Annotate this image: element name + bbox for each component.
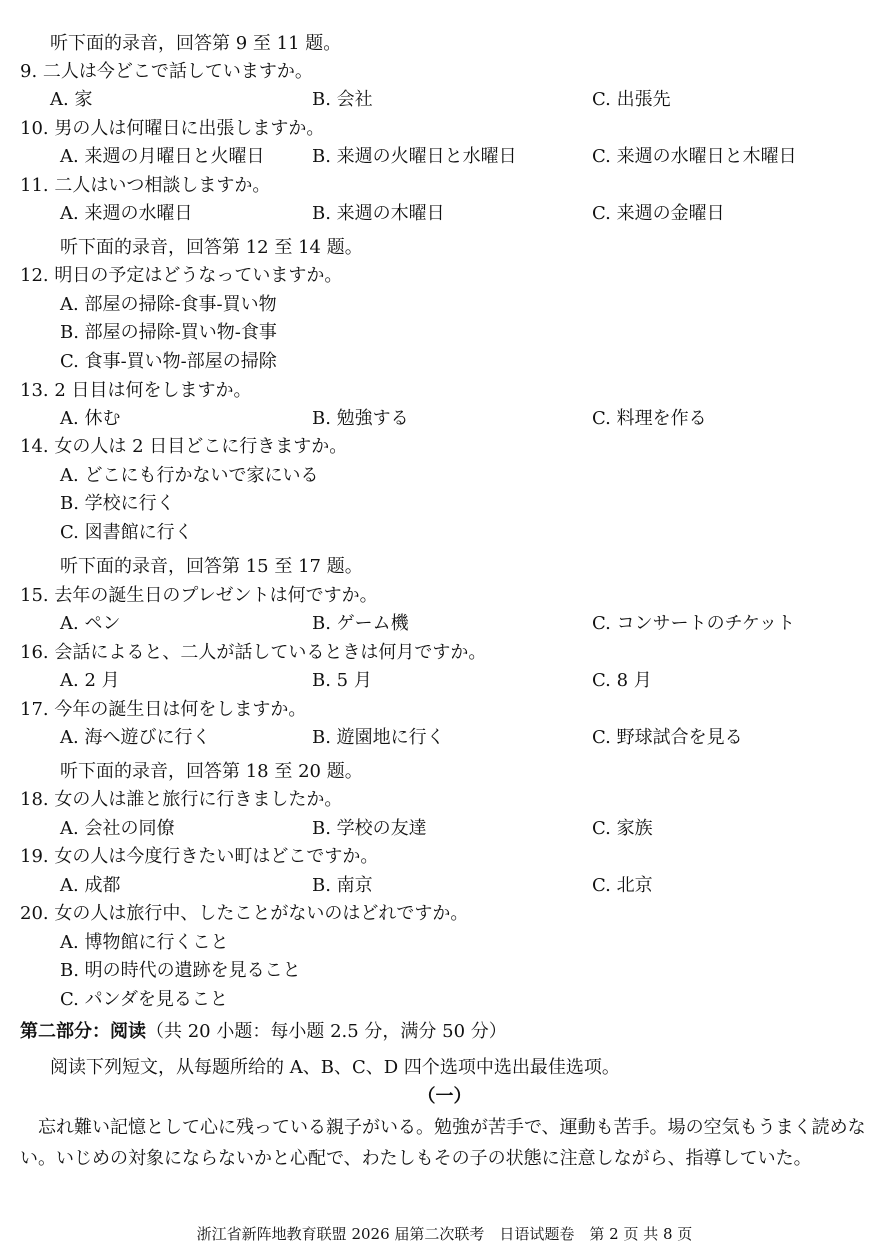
question-number: 18.	[20, 789, 49, 810]
option-c: C. パンダを見ること	[60, 989, 228, 1010]
question-number: 11.	[20, 175, 49, 196]
question-10	[20, 117, 324, 141]
option-b: B. 明の時代の遺跡を見ること	[60, 960, 301, 981]
question-15	[20, 584, 378, 608]
question-number: 12.	[20, 265, 49, 286]
question-text: 2 日目は何をしますか。	[54, 380, 252, 401]
option-a: A. 家	[50, 89, 93, 110]
option-c: C. 野球試合を見る	[592, 727, 743, 748]
passage-text: 忘れ難い記憶として心に残っている親子がいる。勉強が苦手で、運動も苦手。場の空気もうまく読めない。いじめの対象にならないかと心配で、わたしもその子の状態に注意しながら、指導していた。	[20, 1117, 866, 1169]
section-heading	[20, 1020, 507, 1044]
question-11	[20, 174, 270, 198]
option-b: B. 来週の木曜日	[312, 203, 445, 224]
option-c: C. コンサートのチケット	[592, 613, 795, 634]
option-a: A. 休む	[60, 408, 121, 429]
page-footer: 浙江省新阵地教育联盟 2026 届第二次联考 日语试题卷 第 2 页 共 8 页	[196, 1225, 693, 1243]
instruction-9-11: 听下面的录音，回答第 9 至 11 题。	[50, 33, 342, 54]
option-a: A. 海へ遊びに行く	[60, 727, 211, 748]
option-b: B. 遊園地に行く	[312, 727, 445, 748]
section-heading-title: 第二部分：阅读	[20, 1021, 146, 1042]
option-b: B. 部屋の掃除-買い物-食事	[60, 322, 277, 343]
question-text: 去年の誕生日のプレゼントは何ですか。	[54, 585, 378, 606]
question-text: 二人はいつ相談しますか。	[54, 175, 271, 196]
option-c: C. 家族	[592, 818, 653, 839]
instruction-15-17: 听下面的录音，回答第 15 至 17 题。	[60, 556, 363, 577]
option-b: B. 勉強する	[312, 408, 409, 429]
option-c: C. 北京	[592, 875, 653, 896]
question-text: 女の人は今度行きたい町はどこですか。	[54, 846, 379, 867]
question-number: 16.	[20, 642, 49, 663]
option-b: B. 南京	[312, 875, 373, 896]
option-c: C. 来週の金曜日	[592, 203, 725, 224]
question-number: 15.	[20, 585, 49, 606]
passage-title: （一）	[417, 1086, 472, 1107]
question-12	[20, 264, 342, 288]
question-number: 19.	[20, 846, 49, 867]
question-18	[20, 788, 342, 812]
question-text: 今年の誕生日は何をしますか。	[54, 699, 307, 720]
option-a: A. 来週の月曜日と火曜日	[60, 146, 265, 167]
question-19	[20, 845, 378, 869]
question-9	[20, 60, 313, 84]
option-c: C. 来週の水曜日と木曜日	[592, 146, 797, 167]
option-a: A. 部屋の掃除-食事-買い物	[60, 294, 277, 315]
option-c: C. 料理を作る	[592, 408, 707, 429]
question-text: 男の人は何曜日に出張しますか。	[54, 118, 325, 139]
question-text: 女の人は旅行中、したことがないのはどれですか。	[54, 903, 469, 924]
option-b: B. ゲーム機	[312, 613, 409, 634]
question-number: 14.	[20, 436, 49, 457]
question-16	[20, 641, 486, 665]
option-b: B. 会社	[312, 89, 373, 110]
option-a: A. どこにも行かないで家にいる	[60, 465, 319, 486]
question-text: 女の人は誰と旅行に行きましたか。	[54, 789, 343, 810]
question-text: 明日の予定はどうなっていますか。	[54, 265, 343, 286]
question-text: 女の人は 2 日目どこに行きますか。	[54, 436, 348, 457]
question-13	[20, 379, 252, 403]
option-b: B. 学校の友達	[312, 818, 427, 839]
question-number: 13.	[20, 380, 49, 401]
question-number: 10.	[20, 118, 49, 139]
option-a: A. 博物館に行くこと	[60, 932, 229, 953]
option-a: A. 成都	[60, 875, 121, 896]
option-a: A. 2 月	[60, 670, 120, 691]
question-17	[20, 698, 306, 722]
option-a: A. ペン	[60, 613, 121, 634]
option-c: C. 食事-買い物-部屋の掃除	[60, 351, 277, 372]
instruction-18-20: 听下面的录音，回答第 18 至 20 题。	[60, 761, 363, 782]
question-number: 9.	[20, 61, 38, 82]
instruction-12-14: 听下面的录音，回答第 12 至 14 题。	[60, 237, 363, 258]
question-number: 20.	[20, 903, 49, 924]
option-b: B. 来週の火曜日と水曜日	[312, 146, 517, 167]
question-14	[20, 435, 347, 459]
question-text: 二人は今どこで話していますか。	[42, 61, 313, 82]
reading-instruction: 阅读下列短文，从每题所给的 A、B、C、D 四个选项中选出最佳选项。	[50, 1057, 620, 1078]
option-c: C. 出張先	[592, 89, 671, 110]
option-c: C. 図書館に行く	[60, 522, 193, 543]
option-b: B. 学校に行く	[60, 493, 175, 514]
option-b: B. 5 月	[312, 670, 372, 691]
section-heading-scoring: （共 20 小题：每小题 2.5 分，满分 50 分）	[146, 1021, 507, 1042]
question-20	[20, 902, 468, 926]
question-number: 17.	[20, 699, 49, 720]
question-text: 会話によると、二人が話しているときは何月ですか。	[54, 642, 487, 663]
option-a: A. 会社の同僚	[60, 818, 175, 839]
option-a: A. 来週の水曜日	[60, 203, 193, 224]
option-c: C. 8 月	[592, 670, 652, 691]
